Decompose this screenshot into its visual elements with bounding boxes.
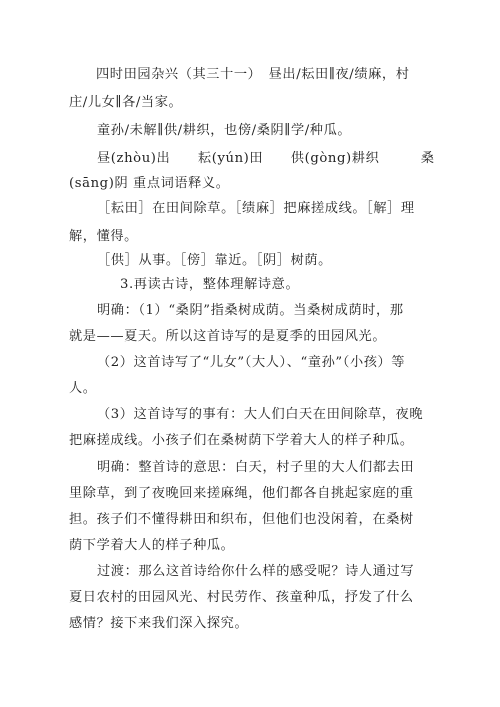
poem-line: 童孙/未解∥供/耕织，也傍/桑阴∥学/种瓜。 <box>97 123 352 138</box>
paragraph-line: 感情？接下来我们深入探究。 <box>69 616 249 631</box>
paragraph-line: 荫下学着大人的样子种瓜。 <box>69 538 235 553</box>
paragraph-line: 里除草，到了夜晚回来搓麻绳，他们都各自挑起家庭的重 <box>69 486 414 501</box>
pinyin-line: (sāng)阴 重点词语释义。 <box>69 176 230 191</box>
paragraph-line: 人。 <box>69 381 97 396</box>
section-heading: 3.再读古诗，整体理解诗意。 <box>120 277 300 292</box>
paragraph-line: 明确：整首诗的意思：白天，村子里的大人们都去田 <box>97 460 415 475</box>
pinyin-line: 昼(zhòu)出 耘(yún)田 供(gòng)耕织 桑 <box>97 151 435 166</box>
poem-title-line: 四时田园杂兴（其三十一） 昼出/耘田∥夜/绩麻，村 <box>96 67 410 82</box>
paragraph-line: （2）这首诗写了“儿女”（大人）、“童孙”（小孩）等 <box>97 355 406 370</box>
paragraph-line: 就是——夏天。所以这首诗写的是夏季的田园风光。 <box>69 329 387 344</box>
vocabulary-line: ［耘田］在田间除草。［绩麻］把麻搓成线。［解］理 <box>97 201 415 216</box>
paragraph-line: 过渡：那么这首诗给你什么样的感受呢？诗人通过写 <box>97 564 415 579</box>
paragraph-line: 夏日农村的田园风光、村民劳作、孩童种瓜，抒发了什么 <box>69 590 414 605</box>
paragraph-line: （3）这首诗写的事有：大人们白天在田间除草，夜晚 <box>97 407 424 422</box>
vocabulary-line: ［供］从事。［傍］靠近。［阴］树荫。 <box>97 253 332 268</box>
paragraph-line: 担。孩子们不懂得耕田和织布，但他们也没闲着，在桑树 <box>69 512 414 527</box>
poem-line: 庄/儿女∥各/当家。 <box>69 95 183 110</box>
paragraph-line: 明确：（1）“桑阴”指桑树成荫。当桑树成荫时，那 <box>97 303 404 318</box>
vocabulary-line: 解，懂得。 <box>69 229 138 244</box>
paragraph-line: 把麻搓成线。小孩子们在桑树荫下学着大人的样子种瓜。 <box>69 433 414 448</box>
